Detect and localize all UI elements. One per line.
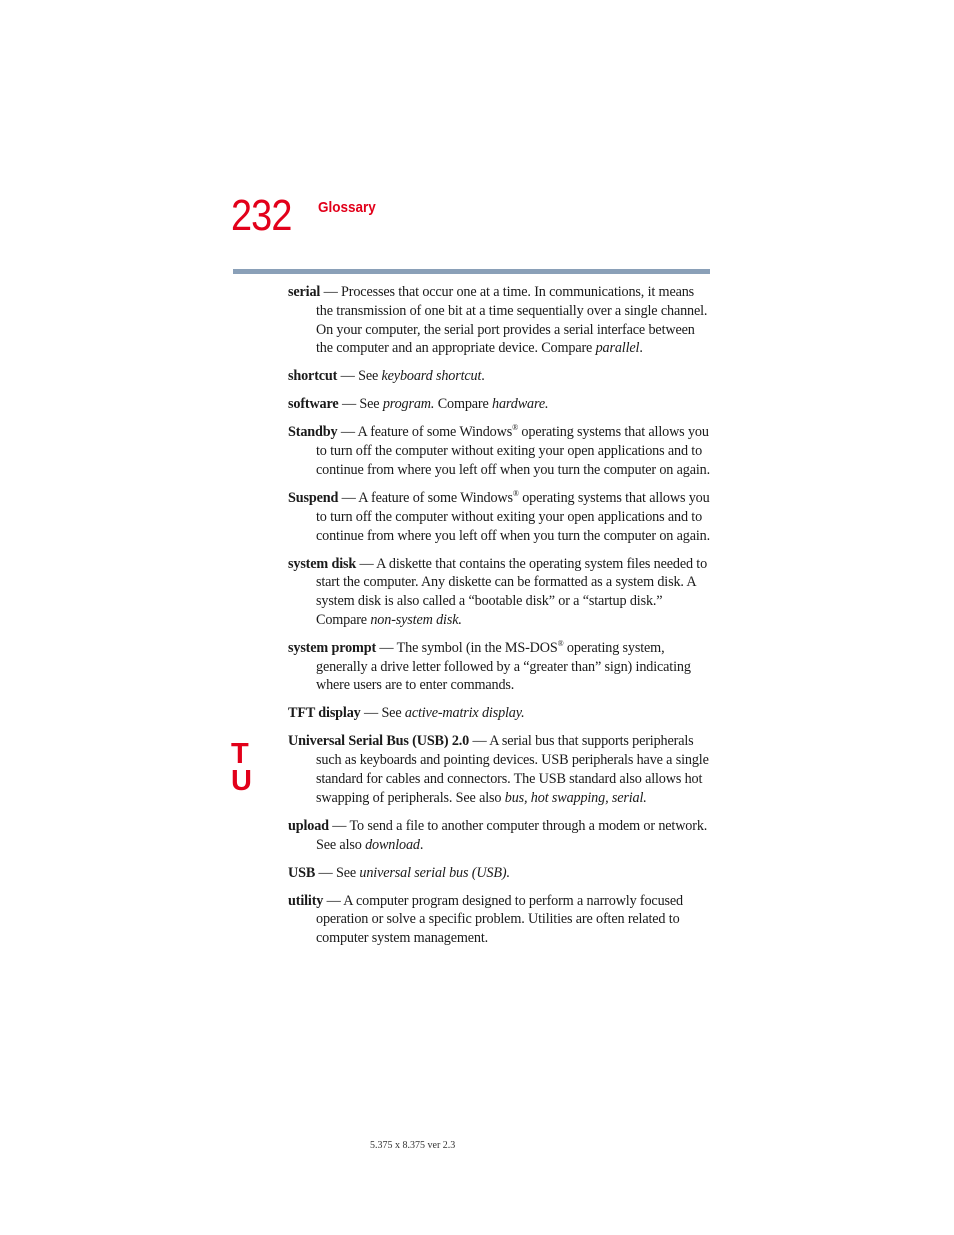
glossary-entry-utility xyxy=(288,892,710,948)
entry-definition: — A feature of some Windows xyxy=(338,489,513,506)
entry-cross-reference: active-matrix display. xyxy=(404,705,525,722)
entry-definition-mid: Compare xyxy=(434,396,493,413)
registered-mark: ® xyxy=(557,638,564,648)
glossary-entry-usb-2-0 xyxy=(288,732,710,807)
entry-cross-reference: program. xyxy=(382,396,435,413)
entry-term: Suspend xyxy=(288,489,339,506)
entry-cross-reference: non-system disk. xyxy=(370,611,462,628)
entry-definition: — To send a file to another computer through a modem or network. See also xyxy=(316,817,708,853)
entry-term: Universal Serial Bus (USB) 2.0 xyxy=(288,733,470,750)
entry-term: USB xyxy=(288,864,316,881)
entry-definition-end: operating systems that allows you to turn off the computer without exiting your open applications and to continue from where you left off when you turn the computer on again. xyxy=(316,489,711,544)
entry-term: system disk xyxy=(288,555,357,572)
entry-definition: — A serial bus that supports peripherals such as keyboards and pointing devices. USB peripherals have a single standard for cables and connectors. The USB standard also allows hot swapping of peripherals. See also xyxy=(316,733,709,806)
glossary-entry-system-prompt xyxy=(288,639,710,695)
entry-cross-reference-2: hardware. xyxy=(492,396,549,413)
glossary-entry-standby xyxy=(288,423,710,479)
entry-term: Standby xyxy=(288,424,338,441)
entry-cross-reference: download xyxy=(365,836,420,853)
entry-cross-reference: universal serial bus (USB). xyxy=(359,864,510,881)
entry-term: utility xyxy=(288,892,324,909)
glossary-entry-system-disk xyxy=(288,555,710,630)
entry-definition-end: . xyxy=(481,368,485,385)
entry-definition: — See xyxy=(338,396,383,413)
footer-version: 5.375 x 8.375 ver 2.3 xyxy=(370,1140,456,1151)
glossary-entry-serial xyxy=(288,283,710,358)
entry-term: system prompt xyxy=(288,639,377,656)
entry-definition-end: operating system, generally a drive letter followed by a “greater than” sign) indicating where users are to enter commands. xyxy=(316,639,691,694)
thumb-index-letter-t: T xyxy=(231,738,249,770)
glossary-entries xyxy=(288,283,710,957)
entry-cross-reference: keyboard shortcut xyxy=(381,368,482,385)
glossary-entry-usb xyxy=(288,864,710,883)
header-rule xyxy=(233,269,710,274)
entry-definition: — A feature of some Windows xyxy=(337,424,513,441)
glossary-entry-upload xyxy=(288,817,710,855)
entry-term: serial xyxy=(288,284,321,300)
entry-term: shortcut xyxy=(288,368,338,385)
entry-term: upload xyxy=(288,817,329,834)
entry-definition: — See xyxy=(315,864,360,881)
entry-definition-end: . xyxy=(639,340,643,357)
entry-definition-end: operating systems that allows you to turn off the computer without exiting your open applications and to continue from where you left off when you turn the computer on again. xyxy=(316,424,711,478)
entry-definition: — A diskette that contains the operating system files needed to start the computer. Any diskette can be formatted as a system disk. A system disk is also called a “bootable disk” or a “startup disk.” Compare xyxy=(316,555,708,628)
registered-mark: ® xyxy=(512,488,519,498)
entry-cross-reference: bus, hot swapping, serial. xyxy=(504,789,647,806)
entry-definition: — See xyxy=(360,705,405,722)
glossary-entry-suspend xyxy=(288,489,710,545)
registered-mark: ® xyxy=(512,423,519,433)
glossary-entry-shortcut xyxy=(288,367,710,386)
entry-cross-reference: parallel xyxy=(595,340,640,357)
thumb-index-letter-u: U xyxy=(231,765,252,797)
section-title: Glossary xyxy=(318,199,376,216)
glossary-entry-software xyxy=(288,395,710,414)
entry-definition: — See xyxy=(337,368,382,385)
entry-definition: — The symbol (in the MS-DOS xyxy=(376,639,558,656)
entry-definition: — Processes that occur one at a time. In communications, it means the transmission of one bit at a time sequentially over a single channel. On your computer, the serial port provides a serial interface between the computer and an appropriate device. Compare xyxy=(316,284,708,357)
entry-term: software xyxy=(288,396,339,413)
glossary-entry-tft-display xyxy=(288,704,710,723)
entry-term: TFT display xyxy=(288,705,361,722)
page-number: 232 xyxy=(231,191,292,240)
entry-definition-end: . xyxy=(419,836,424,853)
entry-definition: — A computer program designed to perform a narrowly focused operation or solve a specific problem. Utilities are often related to computer system management. xyxy=(316,892,683,947)
